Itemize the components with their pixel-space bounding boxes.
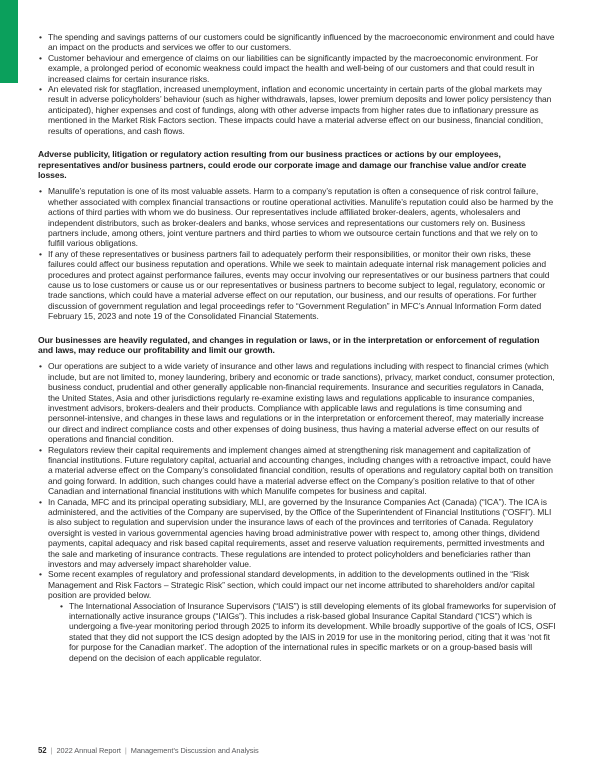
intro-bullet-list bbox=[38, 32, 556, 136]
bullet-item bbox=[38, 569, 556, 663]
footer-separator: | bbox=[124, 746, 127, 755]
footer-separator: | bbox=[50, 746, 53, 755]
page-footer bbox=[38, 746, 259, 755]
page-content bbox=[38, 32, 556, 663]
page-edge-accent-tab bbox=[0, 0, 18, 83]
regulation-sub-bullet-list bbox=[59, 601, 556, 663]
bullet-item: • If any of these representatives or business partners fail to adequately perform their responsibilities, or monitor their own risks, these failures could affect our business reputation and operations. While we seek to maintain adequate internal risk management policies and procedures and protect against performance failures, events may occur involving our representatives or our business partners that could cause us to lose customers or cause us or our representatives or business partners to become subject to legal, regulatory, economic or trade sanctions, which could have a material adverse effect on our reputation, our business, and our results of operations. For further discussion of government regulation and legal proceedings refer to “Government Regulation” in MFC’s Annual Information Form dated February 15, 2023 and note 19 of the Consolidated Financial Statements. bbox=[38, 249, 556, 322]
section-heading-adverse-publicity: Adverse publicity, litigation or regulatory action resulting from our business practices or actions by our employees, representatives and/or business partners, could erode our corporate image and damage our franchise value and/or create losses. bbox=[38, 149, 527, 181]
page-number: 52 bbox=[38, 746, 47, 755]
bullet-item: • Customer behaviour and emergence of claims on our liabilities can be significantly impacted by the macroeconomic environment. For example, a prolonged period of economic weakness could impact the health and well-being of our customers and that could result in increased claims for certain insurance risks. bbox=[38, 53, 556, 84]
bullet-item: • Manulife’s reputation is one of its most valuable assets. Harm to a company’s reputation is often a consequence of risk control failure, whether associated with complex financial transactions or routine operational activities. Manulife’s reputation could also be harmed by the actions of third parties with whom we do business. Our representatives include affiliated broker-dealers, agents, wholesalers and independent distributors, such as broker-dealers and banks, whose services and representations our customers rely on. Business partners include, among others, joint venture partners and third parties to whom we outsource certain functions and that we rely on to fulfill various obligations. bbox=[38, 186, 556, 248]
footer-section-title: Management’s Discussion and Analysis bbox=[130, 746, 259, 755]
footer-report-title: 2022 Annual Report bbox=[56, 746, 121, 755]
bullet-text: Some recent examples of regulatory and professional standard developments, in addition to the developments outlined in the “Risk Management and Risk Factors – Strategic Risk” section, which could impact our net income attributed to shareholders and/or capital position are provided below. bbox=[48, 569, 535, 601]
bullet-item: • In Canada, MFC and its principal operating subsidiary, MLI, are governed by the Insurance Companies Act (Canada) (“ICA”). The ICA is administered, and the activities of the Company are supervised, by the Office of the Superintendent of Financial Institutions (“OSFI”). MLI is also subject to regulation and supervision under the insurance laws of each of the provinces and territories of Canada. Regulatory oversight is vested in various governmental agencies having broad administrative power with respect to, among other things, dividend payments, capital adequacy and risk based capital requirements, asset and reserve valuation requirements, permitted investments and the sale and marketing of insurance contracts. These regulations are intended to protect policyholders and beneficiaries rather than investors and may adversely impact shareholder value. bbox=[38, 497, 556, 570]
bullet-item: • An elevated risk for stagflation, increased unemployment, inflation and economic uncertainty in certain parts of the global markets may result in adverse policyholders’ behaviour (such as higher withdrawals, lapses, lower premium deposits and lower policy persistency than anticipated), higher expenses and cost of fundings, along with other adverse impacts from higher rates due to inflationary pressure as mentioned in the Market Risk Factors section. These impacts could have a material adverse effect on our business, financial condition, results of operations, and cash flows. bbox=[38, 84, 556, 136]
adverse-publicity-bullet-list bbox=[38, 186, 556, 321]
bullet-item: • Regulators review their capital requirements and implement changes aimed at strengthening risk management and capitalization of financial institutions. Future regulatory capital, actuarial and accounting changes, including changes with a retroactive impact, could have a material adverse effect on the Company’s consolidated financial condition, results of operations and regulatory capital both on transition and going forward. In addition, such changes could have a material adverse effect on the Company’s position relative to that of other Canadian and international financial institutions with which Manulife competes for business and capital. bbox=[38, 445, 556, 497]
bullet-item: • Our operations are subject to a wide variety of insurance and other laws and regulations including with respect to financial crimes (which include, but are not limited to, money laundering, bribery and economic or trade sanctions), privacy, market conduct, consumer protection, business conduct, prudential and other generally applicable non-financial requirements. Insurance and securities regulators in Canada, the United States, Asia and other jurisdictions regularly re-examine existing laws and regulations applicable to insurance companies, investment advisors, brokers-dealers and their products. Compliance with applicable laws and regulations is time consuming and personnel-intensive, and changes in these laws and regulations or in the interpretation or enforcement thereof, may materially increase our direct and indirect compliance costs and other expenses of doing business, thus having a material adverse effect on our results of operations and financial condition. bbox=[38, 361, 556, 444]
section-heading-regulation: Our businesses are heavily regulated, and changes in regulation or laws, or in the interpretation or enforcement of regulation and laws, may reduce our profitability and limit our growth. bbox=[38, 334, 540, 356]
sub-bullet-item: • The International Association of Insurance Supervisors (“IAIS”) is still developing elements of its global frameworks for supervision of internationally active insurance groups (“IAIGs”). This includes a risk-based global Insurance Capital Standard (“ICS”) which is undergoing a five-year monitoring period through 2025 to inform its development. While broadly supportive of the goals of ICS, OSFI stated that they did not support the ICS design adopted by the IAIS in 2019 for use in the monitoring period, citing that it was ‘not fit for purpose for the Canadian market’. The adoption of the international rules in specific markets or on a group-based basis will depend on the decision of each applicable regulator. bbox=[59, 601, 556, 663]
bullet-item: • The spending and savings patterns of our customers could be significantly influenced by the macroeconomic environment and could have an impact on the products and services we offer to our customers. bbox=[38, 32, 556, 53]
regulation-bullet-list bbox=[38, 361, 556, 663]
